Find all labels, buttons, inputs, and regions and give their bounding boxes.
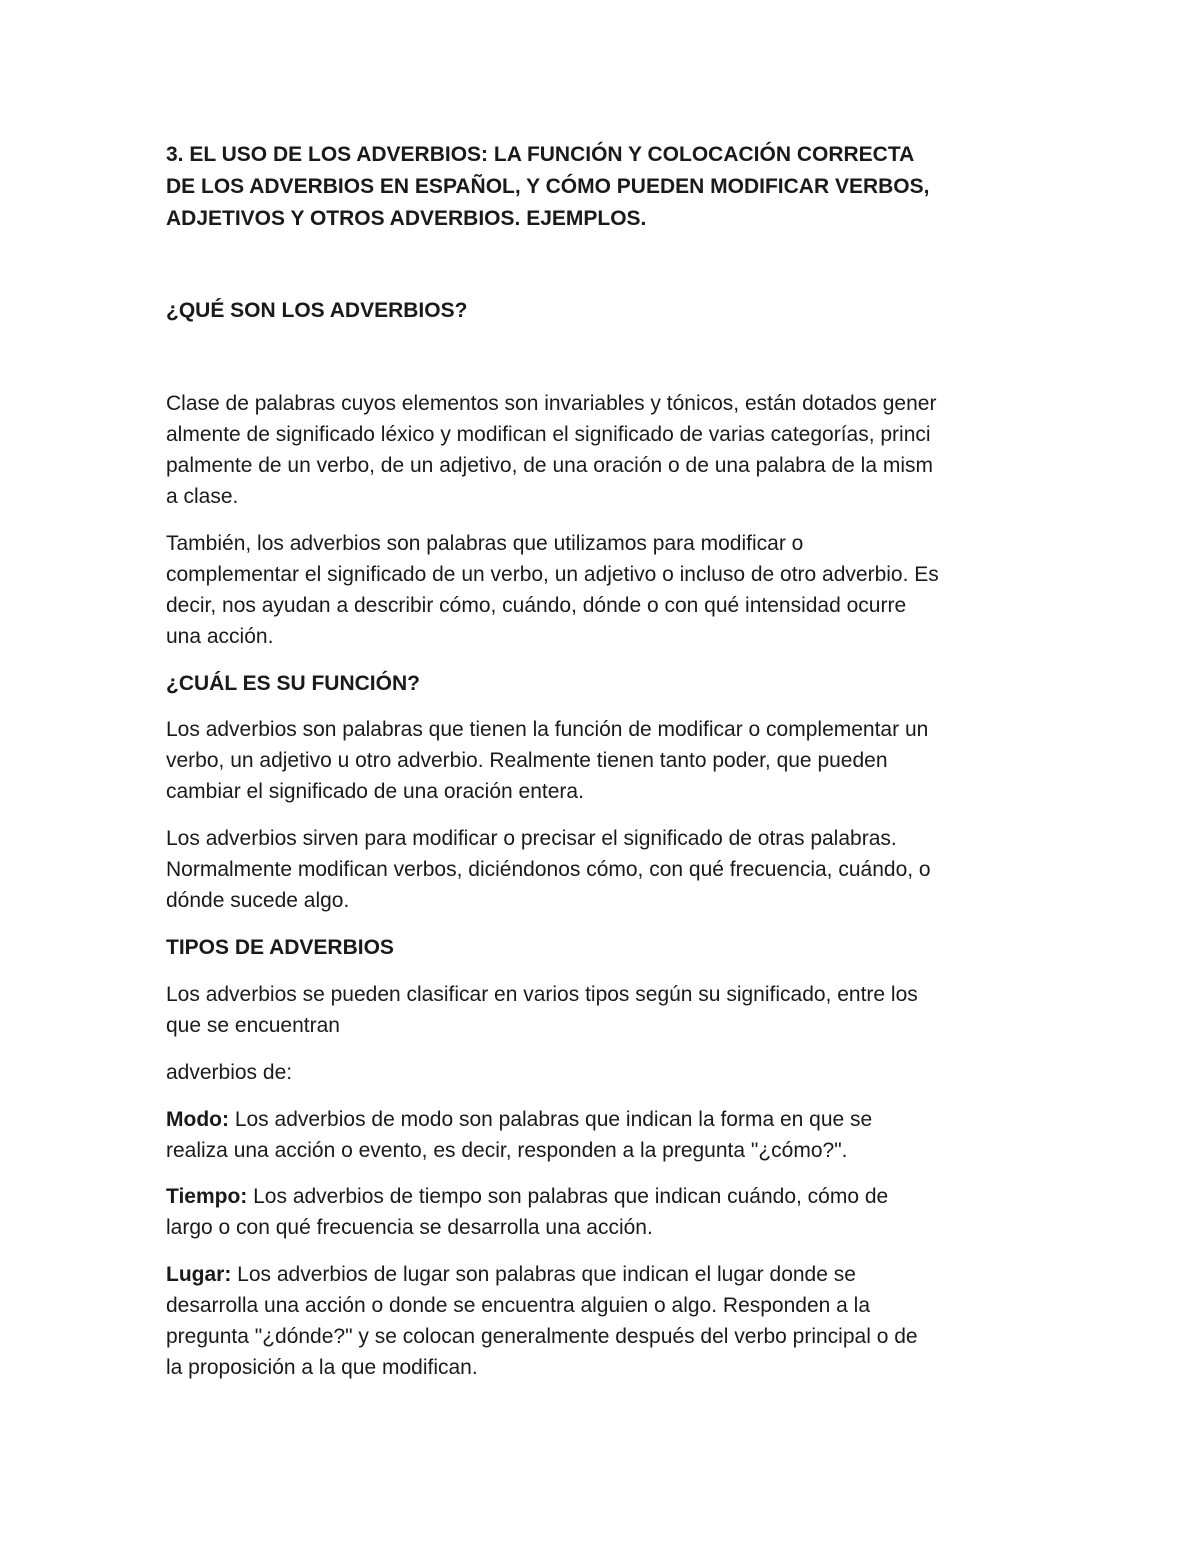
heading-tipos: TIPOS DE ADVERBIOS <box>166 936 394 959</box>
document-title-line-1: 3. EL USO DE LOS ADVERBIOS: LA FUNCIÓN Y COLOCACIÓN CORRECTA <box>166 143 915 166</box>
modo-label: Modo: <box>166 1108 229 1131</box>
tiempo-line-1 <box>166 1181 888 1212</box>
modo-text: Los adverbios de modo son palabras que indican la forma en que se <box>228 1108 873 1131</box>
para2-line-4: una acción. <box>166 625 274 648</box>
para2-line-3: decir, nos ayudan a describir cómo, cuándo, dónde o con qué intensidad ocurre <box>166 594 907 617</box>
lugar-text: Los adverbios de lugar son palabras que indican el lugar donde se <box>231 1263 856 1286</box>
para3-line-3: cambiar el significado de una oración entera. <box>166 780 584 803</box>
para2-line-2: complementar el significado de un verbo, un adjetivo o incluso de otro adverbio. Es <box>166 563 939 586</box>
lugar-line-3: pregunta "¿dónde?" y se colocan generalmente después del verbo principal o de <box>166 1325 918 1348</box>
tiempo-text: Los adverbios de tiempo son palabras que indican cuándo, cómo de <box>247 1185 889 1208</box>
para4-line-3: dónde sucede algo. <box>166 889 350 912</box>
document-title-line-2: DE LOS ADVERBIOS EN ESPAÑOL, Y CÓMO PUEDEN MODIFICAR VERBOS, <box>166 175 930 198</box>
modo-line-2: realiza una acción o evento, es decir, responden a la pregunta "¿cómo?". <box>166 1139 848 1162</box>
para1-line-4: a clase. <box>166 485 239 508</box>
para1-line-3: palmente de un verbo, de un adjetivo, de una oración o de una palabra de la mism <box>166 454 934 477</box>
document-title-line-3: ADJETIVOS Y OTROS ADVERBIOS. EJEMPLOS. <box>166 207 647 230</box>
heading-que-son: ¿QUÉ SON LOS ADVERBIOS? <box>166 299 468 322</box>
para3-line-2: verbo, un adjetivo u otro adverbio. Realmente tienen tanto poder, que pueden <box>166 749 888 772</box>
lugar-label: Lugar: <box>166 1263 232 1286</box>
heading-funcion: ¿CUÁL ES SU FUNCIÓN? <box>166 672 420 695</box>
para3-line-1: Los adverbios son palabras que tienen la función de modificar o complementar un <box>166 718 929 741</box>
para6-line-1: adverbios de: <box>166 1061 293 1084</box>
para4-line-1: Los adverbios sirven para modificar o precisar el significado de otras palabras. <box>166 827 897 850</box>
para4-line-2: Normalmente modifican verbos, diciéndonos cómo, con qué frecuencia, cuándo, o <box>166 858 931 881</box>
para2-line-1: También, los adverbios son palabras que utilizamos para modificar o <box>166 532 804 555</box>
modo-line-1 <box>166 1104 872 1135</box>
tiempo-label: Tiempo: <box>166 1185 248 1208</box>
para5-line-1: Los adverbios se pueden clasificar en varios tipos según su significado, entre los <box>166 983 918 1006</box>
para5-line-2: que se encuentran <box>166 1014 340 1037</box>
lugar-line-4: la proposición a la que modifican. <box>166 1356 478 1379</box>
lugar-line-2: desarrolla una acción o donde se encuentra alguien o algo. Responden a la <box>166 1294 871 1317</box>
para1-line-1: Clase de palabras cuyos elementos son invariables y tónicos, están dotados gener <box>166 392 937 415</box>
lugar-line-1 <box>166 1259 856 1290</box>
tiempo-line-2: largo o con qué frecuencia se desarrolla una acción. <box>166 1216 653 1239</box>
para1-line-2: almente de significado léxico y modifican el significado de varias categorías, princi <box>166 423 931 446</box>
